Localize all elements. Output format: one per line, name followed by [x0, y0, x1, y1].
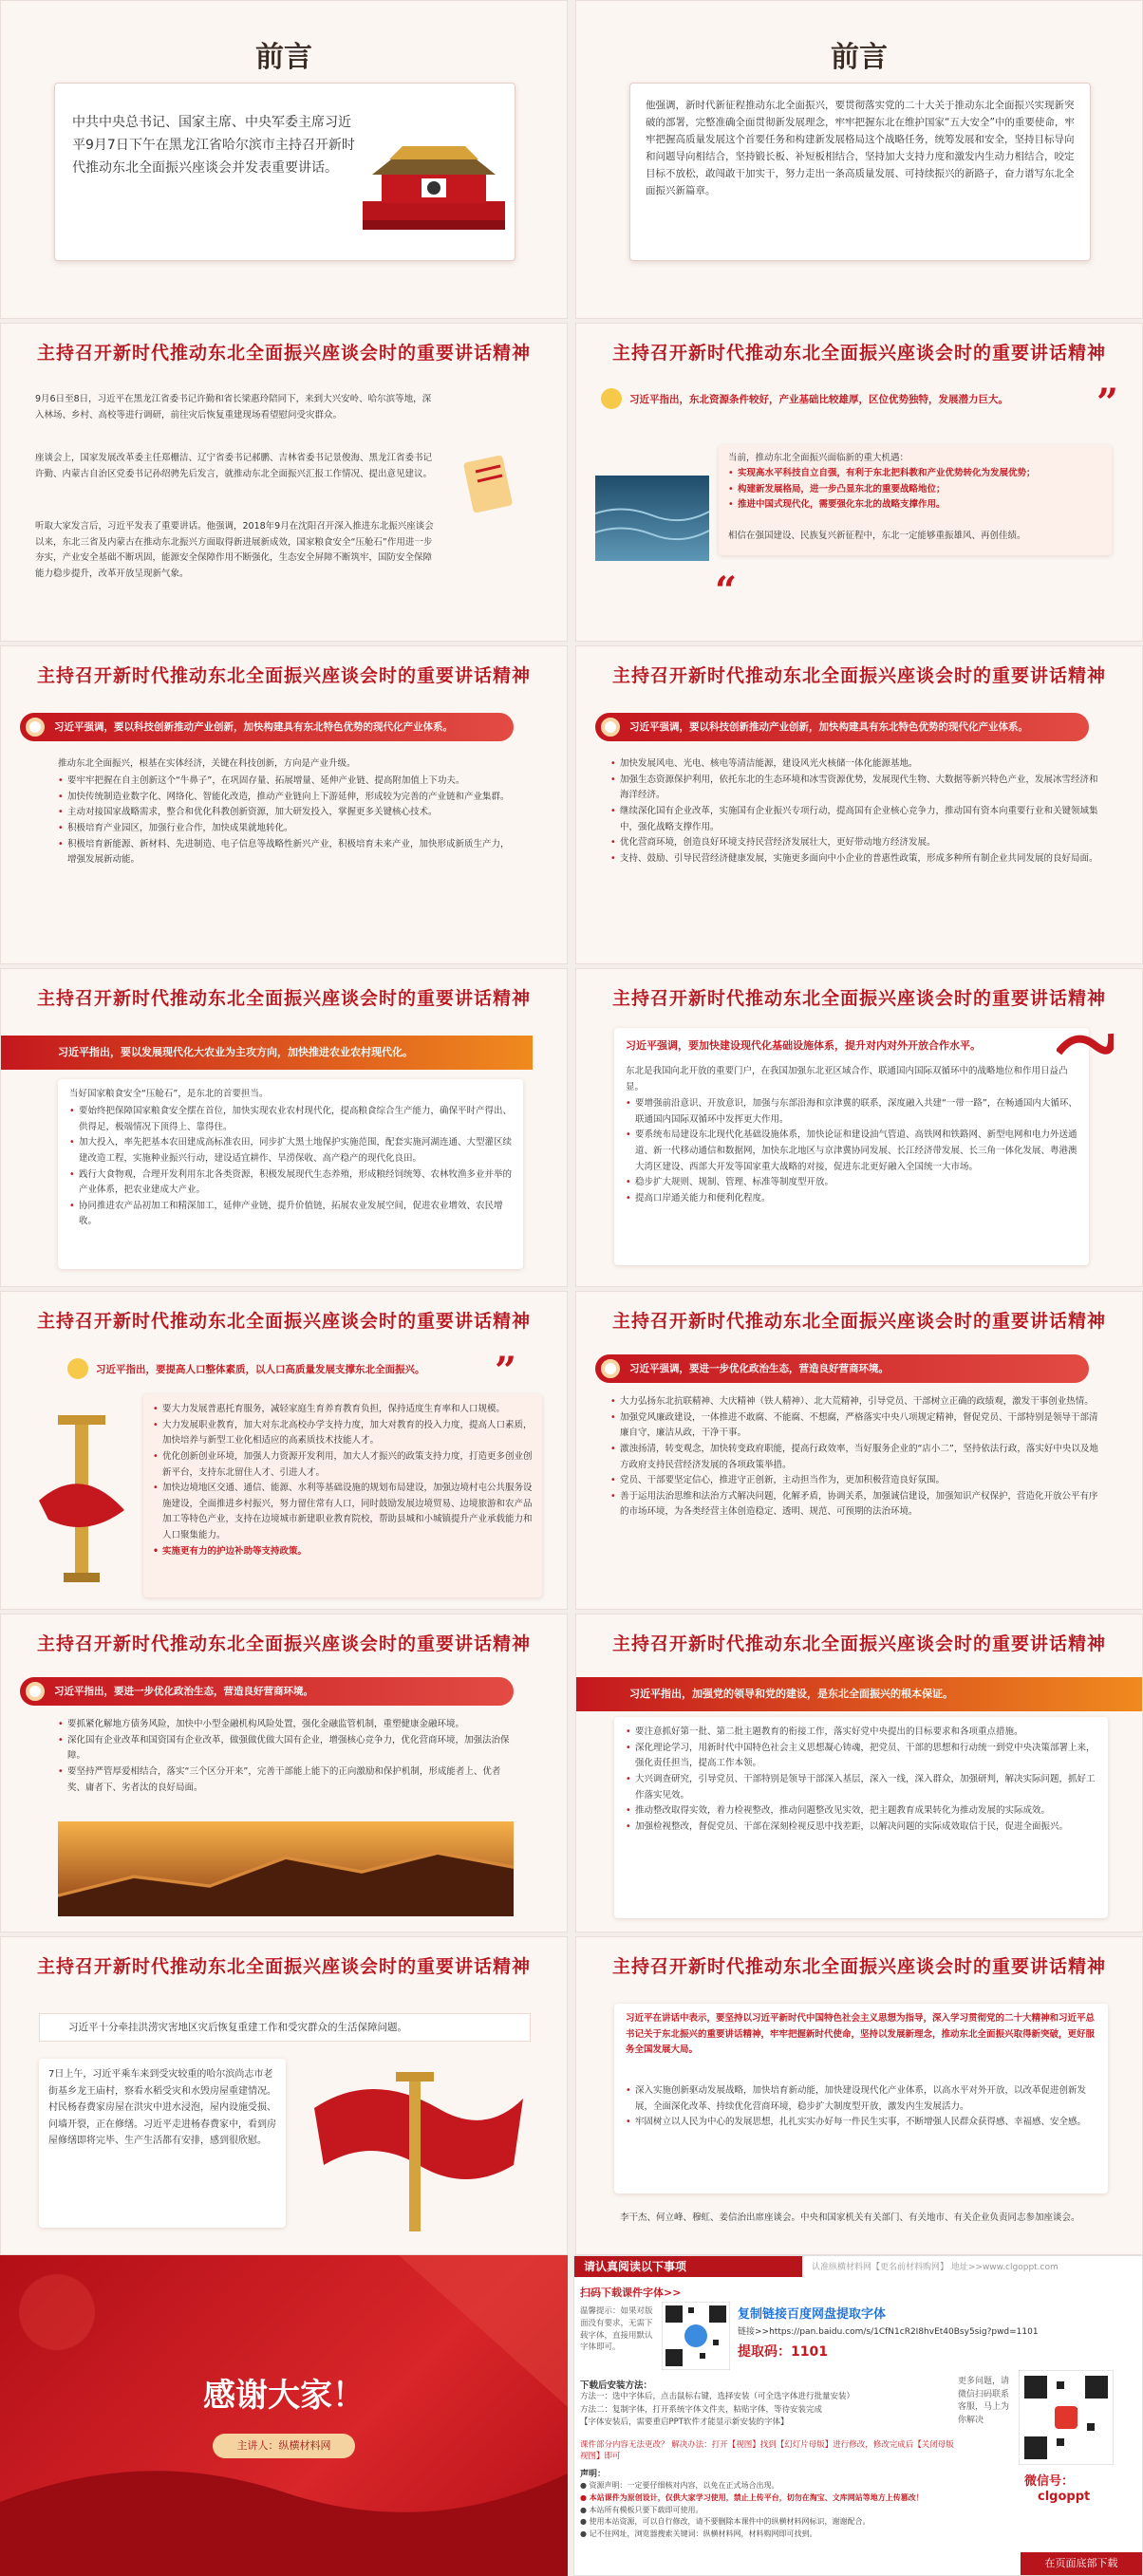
slide-5 — [575, 645, 1143, 964]
font-link[interactable]: 链接>>https://pan.baidu.com/s/1CfN1cR2I8hvEt40Bsy5sig?pwd=1101 — [738, 2327, 1039, 2337]
statement: 习近平指出，要提高人口整体素质，以人口高质量发展支撑东北全面振兴。 — [96, 1364, 425, 1375]
qr-note: 温馨提示：如果对版面没有要求，无需下载字体，直接用默认字体即可。 — [580, 2306, 653, 2353]
bullet-icon — [601, 388, 622, 409]
content-card — [614, 2004, 1108, 2193]
slide-thanks — [0, 2255, 568, 2576]
slide-title: 主持召开新时代推动东北全面振兴座谈会时的重要讲话精神 — [611, 1633, 1106, 1654]
list-item: • 优化营商环境，创造良好环境支持民营经济发展壮大，更好带动地方经济发展。 — [610, 835, 1104, 851]
measure-list — [153, 1402, 534, 1559]
brand-line: 认准纵横材料网【更名前材料购网】 地址>>www.clgoppt.com — [812, 2263, 1059, 2272]
document-icon — [455, 453, 521, 519]
content-card — [614, 1717, 1108, 1918]
method-list: 方法一：选中字体后，点击鼠标右键，选择安装（可全选字体进行批量安装） 方法二：复制字体，打开系统字体文件夹，粘贴字体，等待安装完成 【字体安装后，需要重启PPT软件才能显示新安装的字体】 — [580, 2392, 855, 2428]
list-item: • 实现高水平科技自立自强，有利于东北把科教和产业优势转化为发展优势； — [728, 466, 1104, 482]
great-wall-image — [58, 1821, 514, 1916]
paragraph-2: 座谈会上，国家发展改革委主任郑栅洁、辽宁省委书记郝鹏、吉林省委书记景俊海、黑龙江省委书记许勤、内蒙古自治区党委书记孙绍骋先后发言，就推动东北全面振兴汇报工作情况、提出意见建议。 — [35, 453, 433, 479]
slide-3 — [575, 323, 1143, 642]
list-item: • 支持、鼓励、引导民营经济健康发展，实施更多面向中小企业的普惠性政策，形成多种所有制企业共同发展的良好局面。 — [610, 851, 1104, 868]
slide-title: 主持召开新时代推动东北全面振兴座谈会时的重要讲话精神 — [611, 988, 1106, 1009]
info-header: 请认真阅读以下事项 — [574, 2256, 802, 2277]
list-item: • 践行大食物观，合理开发利用东北各类资源，积极发展现代生态养殖，形成粮经饲统筹、农林牧渔多业并举的产业体系，把农业建成大产业。 — [69, 1167, 515, 1199]
slide-title: 主持召开新时代推动东北全面振兴座谈会时的重要讲话精神 — [36, 665, 531, 686]
slide-10 — [0, 1614, 568, 1932]
slide-7 — [575, 968, 1143, 1287]
slide-4 — [0, 645, 568, 964]
list-item: • 要系统布局建设东北现代化基础设施体系，加快论证和建设油气管道、高铁网和铁路网、新型电网和电力外送通道、新一代移动通信和数据网，加快东北地区与京津冀协同发展、长江经济带发展、长三角一体化发展、粤港澳大湾区建设、西部大开发等国家重大战略的对接，促进东北更好融入全国统一大市场。 — [626, 1128, 1077, 1175]
list-item: • 要抓紧化解地方债务风险，加快中小型金融机构风险处置，强化金融监管机制，重塑健康金融环境。 — [58, 1717, 514, 1733]
slide-title: 主持召开新时代推动东北全面振兴座谈会时的重要讲话精神 — [36, 1633, 531, 1654]
slide-11 — [575, 1614, 1143, 1932]
measure-list — [610, 1394, 1104, 1521]
slide-12 — [0, 1936, 568, 2255]
list-item: • 加强生态资源保护利用，依托东北的生态环境和冰雪资源优势，发展现代生物、大数据等新兴特色产业，发展冰雪经济和海洋经济。 — [610, 773, 1104, 804]
page-title: 前言 — [255, 41, 312, 74]
statement: 习近平强调，要加快建设现代化基础设施体系，提升对内对外开放合作水平。 — [626, 1039, 981, 1052]
statement: 习近平指出，东北资源条件较好，产业基础比较雄厚，区位优势独特，发展潜力巨大。 — [629, 394, 1008, 405]
list-item: • 要始终把保障国家粮食安全摆在首位，加快实现农业农村现代化，提高粮食综合生产能力，确保平时产得出、供得足，极端情况下顶得上、靠得住。 — [69, 1104, 515, 1135]
measure-list — [626, 2083, 1096, 2131]
content-card — [39, 2059, 286, 2228]
measure-list — [58, 774, 514, 868]
bullet-icon — [601, 718, 620, 737]
quote-icon: ” — [1096, 381, 1119, 425]
list-item: • 加快传统制造业数字化、网络化、智能化改造，推动产业链向上下游延伸，形成较为完善的产业链和产业集群。 — [58, 790, 514, 806]
method-title: 下载后安装方法： — [580, 2380, 653, 2391]
list-item: • 要注意抓好第一批、第二批主题教育的衔接工作，落实好党中央提出的目标要求和各项重点措施。 — [626, 1725, 1098, 1741]
lead-text: 推动东北全面振兴，根基在实体经济，关键在科技创新，方向是产业升级。 — [58, 758, 356, 769]
qr-code-icon[interactable] — [662, 2302, 730, 2370]
ribbon-icon — [1057, 1024, 1114, 1072]
slide-13 — [575, 1936, 1143, 2255]
list-item: • 深化理论学习，用新时代中国特色社会主义思想凝心铸魂，把党员、干部的思想和行动统一到党中央决策部署上来，强化责任担当，提高工作本领。 — [626, 1741, 1098, 1772]
measure-list — [69, 1104, 515, 1230]
extraction-code: 提取码：1101 — [738, 2344, 828, 2360]
list-item: • 优化创新创业环境，加强人力资源开发利用，加大人才振兴的政策支持力度，打造更多创业创新平台，支持东北留住人才、引进人才。 — [153, 1449, 534, 1481]
contact-text: 更多问题，请微信扫码联系客服，马上为你解决 — [958, 2377, 1010, 2425]
statement-banner: 习近平指出，加强党的领导和党的建设，是东北全面振兴的根本保证。 — [576, 1677, 1143, 1711]
list-item: • 积极培育新能源、新材料、先进制造、电子信息等战略性新兴产业，积极培育未来产业，加快形成新质生产力，增强发展新动能。 — [58, 837, 514, 868]
quote-icon: ” — [495, 1349, 517, 1393]
list-item: • 牢固树立以人民为中心的发展思想，扎扎实实办好每一件民生实事，不断增强人民群众获得感、幸福感、安全感。 — [626, 2115, 1096, 2131]
list-item: • 推动整改取得实效，着力检视整改，推动问题整改见实效，把主题教育成果转化为推动发展的实际成效。 — [626, 1803, 1098, 1820]
measure-list — [58, 1717, 514, 1796]
slide-6 — [0, 968, 568, 1287]
statement-pill: 习近平强调，要以科技创新推动产业创新，加快构建具有东北特色优势的现代化产业体系。 — [595, 713, 1089, 741]
list-item: • 主动对接国家战略需求，整合和优化科教创新资源，加大研发投入，掌握更多关键核心技术。 — [58, 805, 514, 821]
preface-card — [629, 83, 1091, 261]
attendees-text: 李干杰、何立峰、穆虹、姜信治出席座谈会。中央和国家机关有关部门、有关地市、有关企业负责同志参加座谈会。 — [620, 2212, 1080, 2223]
slide-title: 主持召开新时代推动东北全面振兴座谈会时的重要讲话精神 — [36, 1311, 531, 1332]
list-item: • 构建新发展格局，进一步凸显东北的重要战略地位； — [728, 482, 1104, 498]
paragraph-3: 听取大家发言后，习近平发表了重要讲话。他强调，2018年9月在沈阳召开深入推进东北振兴座谈会以来，东北三省及内蒙古在推动东北振兴方面取得新进展新成效，国家粮食安全“压舱石”作用进一步夯实，产业安全基础不断巩固，能源安全保障作用不断强化，生态安全屏障不断筑牢，国防安全保障能力稳步提升，改革开放呈现新气象。 — [35, 521, 434, 579]
bullet-icon — [67, 1358, 88, 1379]
content-card — [614, 1028, 1089, 1265]
slide-preface-1 — [0, 0, 568, 319]
qr-title: 扫码下载课件字体>> — [580, 2287, 682, 2299]
list-item: • 大兴调查研究，引导党员、干部特别是领导干部深入基层，深入一线，深入群众，加强研判，解决实际问题，抓好工作落实见效。 — [626, 1772, 1098, 1803]
bullet-icon — [26, 1682, 45, 1701]
lead-text: 东北是我国向北开放的重要门户，在我国加强东北亚区域合作、联通国内国际双循环中的战略地位和作用日益凸显。 — [626, 1066, 1068, 1092]
download-button[interactable]: 在页面底部下载 — [1021, 2552, 1142, 2575]
statement: 习近平在讲话中表示，要坚持以习近平新时代中国特色社会主义思想为指导，深入学习贯彻党的二十大精神和习近平总书记关于东北振兴的重要讲话精神，牢牢把握新时代使命，坚持以发展新理念，推动东北全面振兴取得新突破，更好服务全国发展大局。 — [626, 2013, 1096, 2056]
slide-title: 主持召开新时代推动东北全面振兴座谈会时的重要讲话精神 — [36, 1956, 531, 1977]
list-item: • 实施更有力的护边补助等支持政策。 — [153, 1544, 534, 1560]
bullet-icon — [601, 1359, 620, 1378]
story-text: 7日上午，习近平乘车来到受灾较重的哈尔滨尚志市老街基乡龙王庙村，察看水稻受灾和水毁房屋重建情况。村民杨春费家房屋在洪灾中进水浸泡，屋内设施受损、问墙开裂，正在修缮。习近平走进杨春费家中，看到房屋修缮即将完毕、生产生活都有安排，感到很欣慰。 — [48, 2069, 276, 2146]
list-item: • 激浊扬清，转变观念，加快转变政府职能，提高行政效率，当好服务企业的“店小二”，坚持依法行政，落实好中央以及地方政府支持民营经济发展的各项政策举措。 — [610, 1442, 1104, 1473]
list-item: • 要坚持严管厚爱相结合，落实“三个区分开来”，完善干部能上能下的正向激励和保护机制，形成能者上、优者奖、庸者下、劣者汰的良好局面。 — [58, 1764, 514, 1796]
list-item: • 加大投入，率先把基本农田建成高标准农田，同步扩大黑土地保护实施范围，配套实施河湖连通、大型灌区续建改造工程，实施种业振兴行动，建设适宜耕作、旱涝保收、高产稳产的现代化良田。 — [69, 1135, 515, 1167]
slide-title: 主持召开新时代推动东北全面振兴座谈会时的重要讲话精神 — [611, 1956, 1106, 1977]
intro-text: 当前，推动东北全面振兴面临新的重大机遇： — [728, 453, 909, 463]
statement-pill: 习近平强调，要进一步优化政治生态，营造良好营商环境。 — [595, 1354, 1089, 1383]
list-item: • 加强党风廉政建设，一体推进不敢腐、不能腐、不想腐，严格落实中央八项规定精神，督促党员、干部特别是领导干部清廉自守，廉洁从政，干净干事。 — [610, 1410, 1104, 1442]
quote-icon: “ — [715, 569, 738, 613]
statement-banner: 习近平十分牵挂洪涝灾害地区灾后恢复重建工作和受灾群众的生活保障问题。 — [39, 2013, 531, 2042]
flag-huabiao-image — [305, 2051, 533, 2241]
measure-list — [610, 756, 1104, 867]
thanks-title: 感谢大家！ — [203, 2377, 365, 2415]
list-item: • 提高口岸通关能力和便利化程度。 — [626, 1191, 1077, 1207]
slide-title: 主持召开新时代推动东北全面振兴座谈会时的重要讲话精神 — [36, 988, 531, 1009]
wechat-label: 微信号： — [1024, 2474, 1075, 2489]
measure-list — [626, 1096, 1077, 1206]
declare-list: ● 资源声明：一定要仔细核对内容，以免在正式场合出现。 ● 本站课件为原创设计，仅供大家学习使用，禁止上传平台，切勿在淘宝、文库网站等地方上传篡改！ ● 本站所有模板只要下载即可使用。 ● 使用本站资源，可以自行修改，请不要删除本课件中的纵横材料网标识，谢谢配合。 ● 记不住网址，浏览器搜索关键词：纵横材料网，材料购网即可找到。 — [580, 2481, 924, 2539]
info-panel — [573, 2255, 1143, 2576]
list-item: • 推进中国式现代化，需要强化东北的战略支撑作用。 — [728, 497, 1104, 513]
list-item: • 稳步扩大规则、规制、管理、标准等制度型开放。 — [626, 1175, 1077, 1191]
slide-9 — [575, 1291, 1143, 1610]
font-title: 复制链接百度网盘提取字体 — [738, 2307, 887, 2322]
list-item: • 大力发展职业教育，加大对东北高校办学支持力度，加大对教育的投入力度，提高人口素质，加快培养与新型工业化相适应的高素质技术技能人才。 — [153, 1418, 534, 1449]
list-item: • 加强检视整改，督促党员、干部在深刻检视反思中找差距，以解决问题的实际成效取信于民，促进全面振兴。 — [626, 1820, 1098, 1836]
list-item: • 加快边境地区交通、通信、能源、水利等基础设施的规划布局建设，加强边境村屯公共服务设施建设，全面推进乡村振兴，努力留住常有人口，同时鼓励发展边境贸易、边境旅游和农产品加工等特色产业，支持在边境城市新建职业教育院校，帮助县城和小城镇提升产业承载能力和人口聚集能力。 — [153, 1481, 534, 1544]
list-item: • 党员、干部要坚定信心，推进守正创新，主动担当作为，更加积极营造良好氛围。 — [610, 1473, 1104, 1489]
wechat-qr-icon[interactable] — [1019, 2370, 1114, 2465]
measure-list — [626, 1725, 1098, 1835]
lead-text: 当好国家粮食安全“压舱石”，是东北的首要担当。 — [69, 1089, 269, 1099]
preface-card — [54, 83, 515, 261]
sea-image — [595, 476, 709, 561]
presenter-badge: 主讲人：纵横材料网 — [213, 2434, 355, 2458]
statement-pill: 习近平指出，要进一步优化政治生态，营造良好营商环境。 — [20, 1677, 514, 1706]
slide-title: 主持召开新时代推动东北全面振兴座谈会时的重要讲话精神 — [36, 343, 531, 364]
slide-title: 主持召开新时代推动东北全面振兴座谈会时的重要讲话精神 — [611, 343, 1106, 364]
declare-title: 声明： — [580, 2470, 607, 2479]
wechat-id: clgoppt — [1038, 2490, 1091, 2504]
opportunity-list — [728, 466, 1104, 513]
list-item: • 深化国有企业改革和国资国有企业改革，做强做优做大国有企业，增强核心竞争力，优化营商环境，加强法治保障。 — [58, 1733, 514, 1764]
list-item: • 加快发展风电、光电、核电等清洁能源，建设风光火核储一体化能源基地。 — [610, 756, 1104, 773]
statement-pill: 习近平强调，要以科技创新推动产业创新，加快构建具有东北特色优势的现代化产业体系。 — [20, 713, 514, 741]
warn-text: 课件部分内容无法更改？ 解决办法：打开【视图】找到【幻灯片母版】进行修改，修改完成后【关闭母版视图】即可 — [580, 2440, 954, 2461]
slide-2 — [0, 323, 568, 642]
list-item: • 协同推进农产品初加工和精深加工，延伸产业链，提升价值链，拓展农业发展空间，促进农业增效、农民增收。 — [69, 1199, 515, 1230]
huabiao-image — [29, 1396, 134, 1586]
list-item: • 大力弘扬东北抗联精神、大庆精神（铁人精神）、北大荒精神，引导党员、干部树立正确的政绩观，激发干事创业热情。 — [610, 1394, 1104, 1410]
statement-banner: 习近平指出，要以发展现代化大农业为主攻方向，加快推进农业农村现代化。 — [1, 1036, 533, 1070]
opportunity-card — [719, 445, 1112, 555]
preface-text: 他强调，新时代新征程推动东北全面振兴，要贯彻落实党的二十大关于推动东北全面振兴实现新突破的部署，完整准确全面贯彻新发展理念，牢牢把握东北在维护国家“五大安全”中的重要使命，牢牢把握高质量发展这个首要任务和构建新发展格局这个战略任务，统筹发展和安全，坚持目标导向和问题导向相结合，坚持锻长板、补短板相结合，坚持加大支持力度和激发内生动力相结合，咬定目标不放松，敢闯敢干加实干，努力走出一条高质量发展、可持续振兴的新路子，奋力谱写东北全面振兴新篇章。 — [646, 100, 1075, 197]
page-title: 前言 — [831, 41, 888, 74]
list-item: • 深入实施创新驱动发展战略，加快培育新动能，加快建设现代化产业体系，以高水平对外开放，以改革促进创新发展，全面深化改革、持续优化营商环境，稳步扩大制度型开放，激发内生发展活力。 — [626, 2083, 1096, 2115]
bullet-icon — [26, 718, 45, 737]
slide-preface-2 — [575, 0, 1143, 319]
list-item: • 要大力发展普惠托育服务，减轻家庭生育养育教育负担，保持适度生育率和人口规模。 — [153, 1402, 534, 1418]
slide-8 — [0, 1291, 568, 1610]
content-card — [58, 1079, 523, 1269]
outro-text: 相信在强国建设、民族复兴新征程中，东北一定能够重振雄风、再创佳绩。 — [728, 531, 1026, 541]
list-item: • 积极培育产业园区，加强行业合作，加快成果就地转化。 — [58, 821, 514, 837]
slide-title: 主持召开新时代推动东北全面振兴座谈会时的重要讲话精神 — [611, 665, 1106, 686]
background-decoration — [0, 2255, 568, 2576]
slide-title: 主持召开新时代推动东北全面振兴座谈会时的重要讲话精神 — [611, 1311, 1106, 1332]
content-card — [143, 1394, 542, 1597]
list-item: • 继续深化国有企业改革，实施国有企业振兴专项行动，提高国有企业核心竞争力，推动国有资本向重要行业和关键领域集中，强化战略支撑作用。 — [610, 804, 1104, 835]
paragraph-1: 9月6日至8日，习近平在黑龙江省委书记许勤和省长梁惠玲陪同下，来到大兴安岭、哈尔滨等地，深入林场、乡村、高校等进行调研，前往灾后恢复重建现场看望慰问受灾群众。 — [35, 394, 432, 420]
list-item: • 要增强前沿意识、开放意识，加强与东部沿海和京津冀的联系，深度融入共建“一带一路”，在畅通国内大循环、联通国内国际双循环中发挥更大作用。 — [626, 1096, 1077, 1128]
list-item: • 善于运用法治思维和法治方式解决问题，化解矛盾，协调关系，加强诚信建设，加强知识产权保护，营造化开放公平有序的市场环境，为各类经营主体创造稳定、透明、规范、可预期的法治环境。 — [610, 1489, 1104, 1521]
tiananmen-image — [363, 125, 505, 230]
list-item: • 要牢牢把握在自主创新这个“牛鼻子”，在巩固存量、拓展增量、延伸产业链、提高附加值上下功夫。 — [58, 774, 514, 790]
preface-text: 中共中央总书记、国家主席、中央军委主席习近平9月7日下午在黑龙江省哈尔滨市主持召开新时代推动东北全面振兴座谈会并发表重要讲话。 — [72, 115, 355, 176]
